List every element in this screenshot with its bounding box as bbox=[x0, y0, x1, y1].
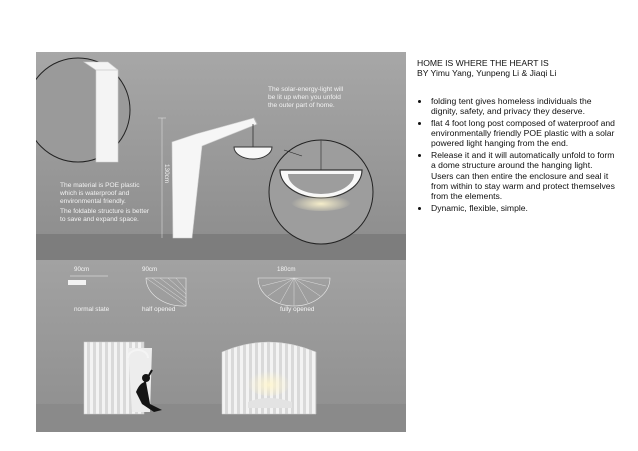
fold-note-line-1: The foldable structure is better bbox=[60, 208, 150, 215]
solar-light-note bbox=[268, 86, 378, 111]
description-panel bbox=[417, 58, 617, 214]
feature-item: • folding tent gives homeless individuals the dignity, safety, and privacy they deserve. bbox=[430, 96, 617, 117]
dim-half: 90cm bbox=[142, 266, 158, 273]
fold-note bbox=[60, 208, 190, 224]
material-note-line-1: The material is POE plastic bbox=[60, 182, 140, 189]
height-label: 130cm bbox=[163, 164, 170, 184]
feature-list bbox=[417, 96, 617, 213]
fully-opened-tent bbox=[222, 342, 316, 414]
project-authors: BY Yimu Yang, Yunpeng Li & Jiaqi Li bbox=[417, 68, 557, 79]
solar-note-line-3: the outer part of home. bbox=[268, 102, 335, 110]
dim-normal: 90cm bbox=[74, 266, 90, 273]
top-scene-floor bbox=[36, 234, 406, 260]
feature-item: • Release it and it will automatically unfold to form a dome structure around the hanging light. Users can then entire the enclosure and seal it from within to stay warm and protect themselves from the elements. bbox=[430, 150, 617, 202]
feature-item: • flat 4 foot long post composed of waterproof and environmentally friendly POE plastic with a solar powered light hanging from the end. bbox=[430, 118, 617, 149]
lamp-detail-circle bbox=[269, 140, 373, 244]
dim-full: 180cm bbox=[277, 266, 296, 273]
post-detail-circle bbox=[36, 58, 130, 162]
solar-note-line-2: be lit up when you unfold bbox=[268, 94, 341, 102]
project-title: HOME IS WHERE THE HEART IS bbox=[417, 58, 549, 68]
material-note-line-3: environmental friendly. bbox=[60, 198, 126, 206]
fold-note-line-2: to save and expand space. bbox=[60, 216, 139, 224]
material-note bbox=[60, 182, 180, 207]
design-poster bbox=[36, 52, 406, 432]
state-half: half opened bbox=[142, 306, 176, 313]
state-full: fully opened bbox=[280, 306, 315, 313]
state-normal: normal state bbox=[74, 306, 110, 313]
solar-note-line-1: The solar-energy-light will bbox=[268, 86, 344, 93]
feature-item: • Dynamic, flexible, simple. bbox=[430, 203, 617, 213]
material-note-line-2: which is waterproof and bbox=[60, 190, 130, 198]
